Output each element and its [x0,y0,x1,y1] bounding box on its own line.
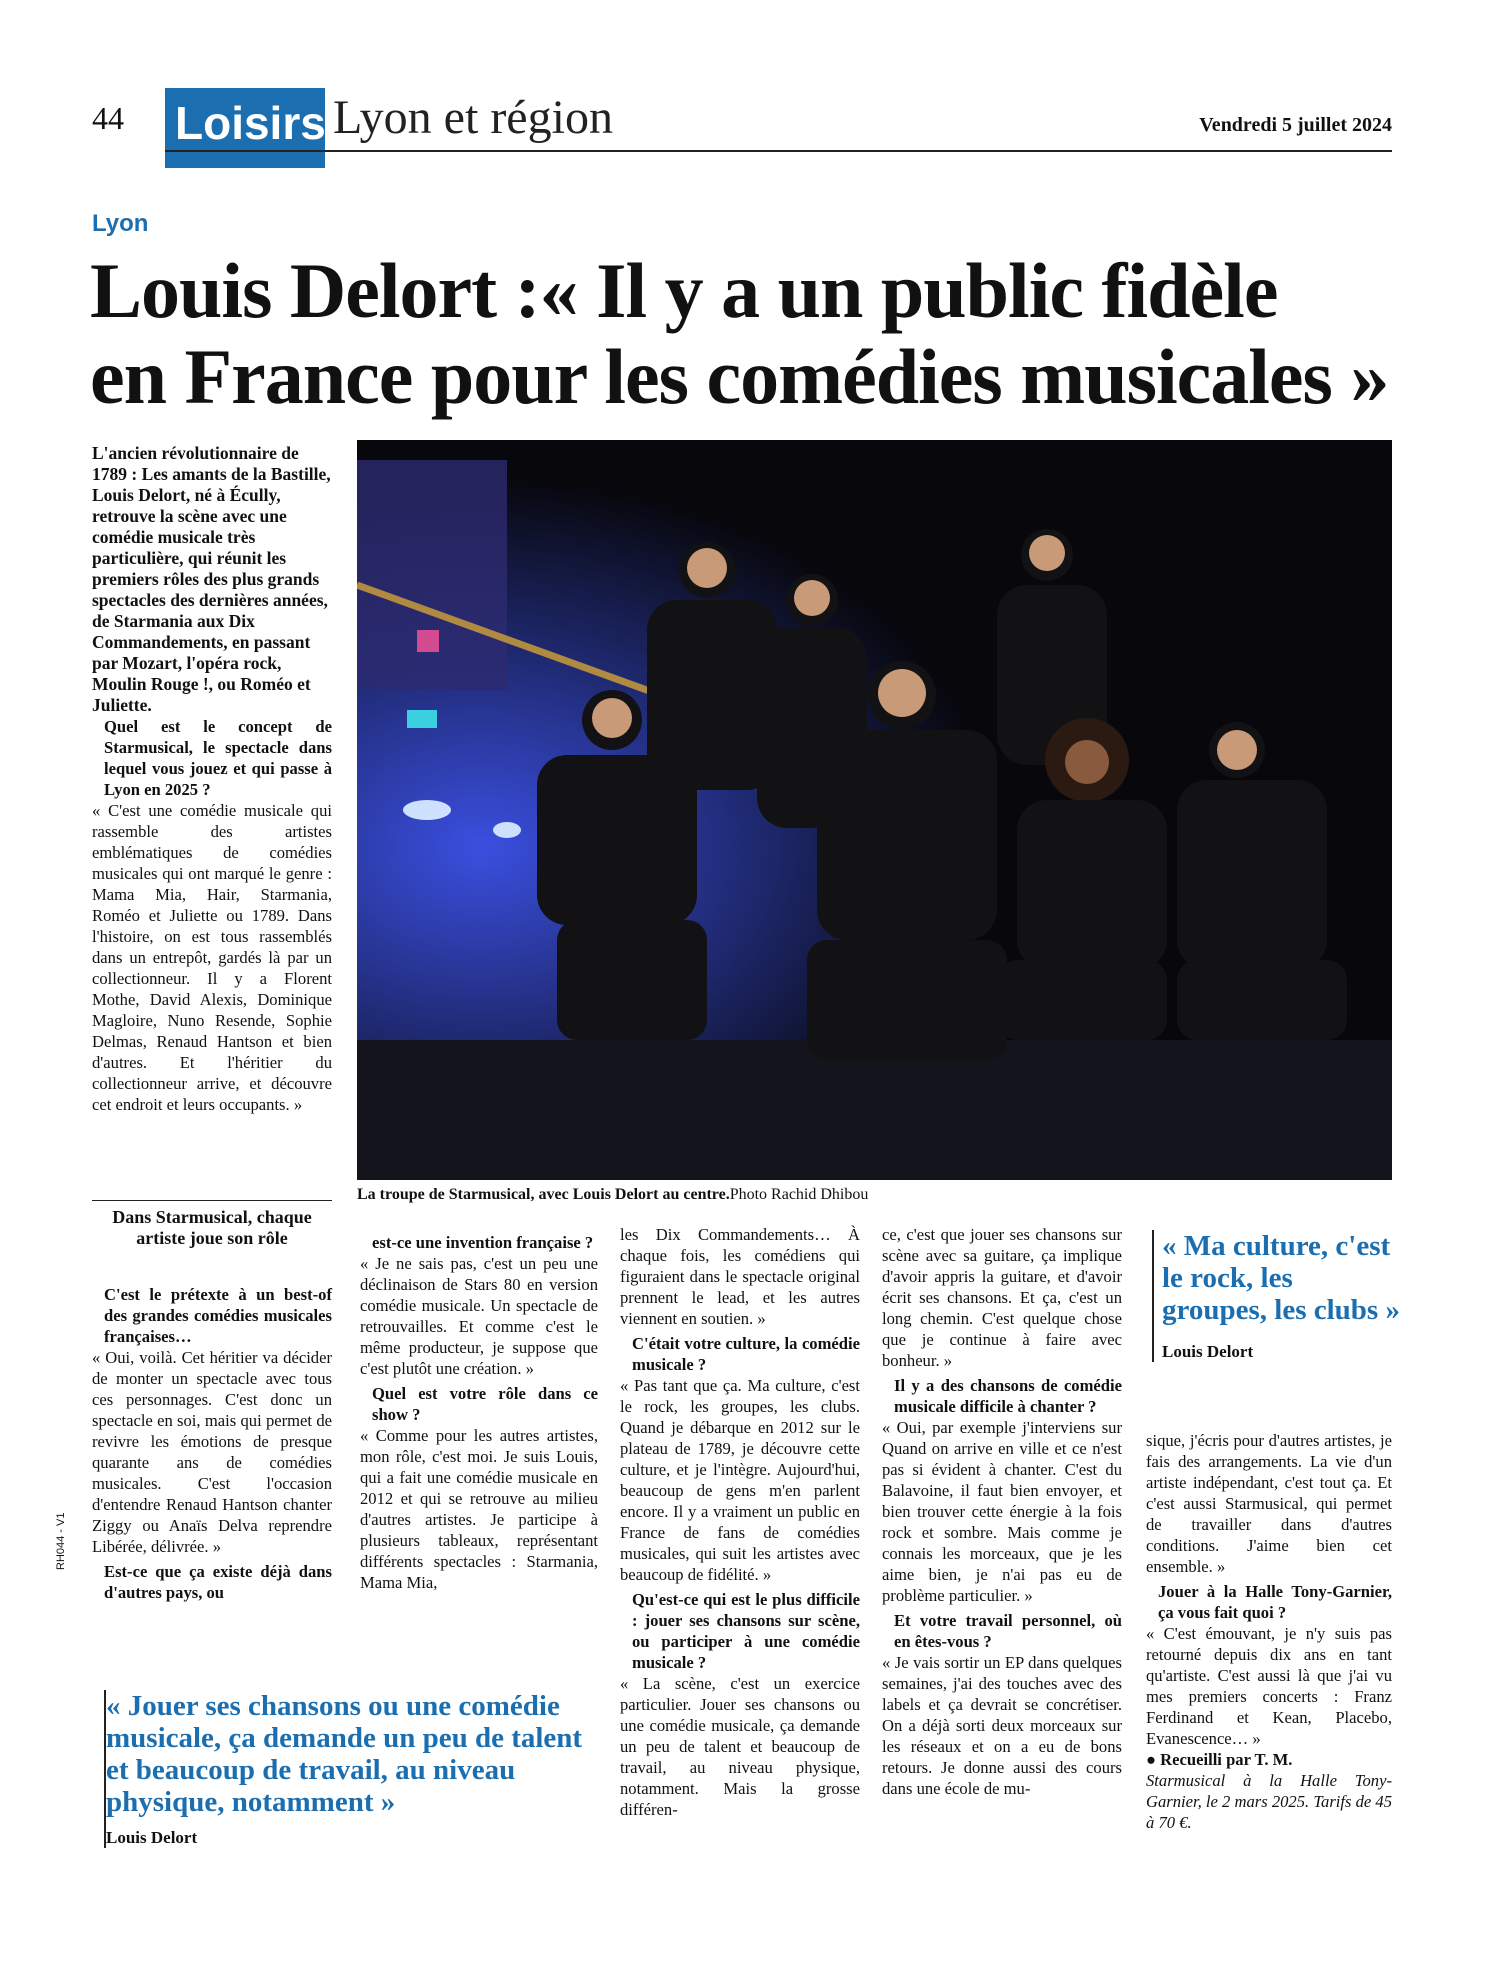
answer-8: « Je vais sortir un EP dans quelques semaines, j'ai des touches avec des labels et ça devrait se concrétiser. On a déjà sorti deux morceaux sur les réseaux et on a eu de bons retours. Je donne aussi des cours dans une école de mu- [882,1653,1122,1798]
column-2 [360,1228,598,1593]
question-3: Est-ce que ça existe déjà dans d'autres pays, ou [104,1562,332,1602]
column-1-top [92,712,332,1115]
section-label: Loisirs [175,97,326,149]
question-9: Jouer à la Halle Tony-Garnier, ça vous fait quoi ? [1158,1582,1392,1622]
question-1: Quel est le concept de Starmusical, le spectacle dans lequel vous jouez et qui passe à Lyon en 2025 ? [104,717,332,799]
question-3-end: est-ce une invention française ? [372,1233,594,1252]
pull-quote-right-author: Louis Delort [1162,1342,1254,1361]
answer-3: « Je ne sais pas, c'est un peu une déclinaison de Stars 80 en version comédie musicale. Un spectacle de retrouvailles. Et comme c'est le même producteur, je suppose que c'est plutôt une création. » [360,1254,598,1378]
caption-text: La troupe de Starmusical, avec Louis Delort au centre. [357,1186,730,1203]
stage-photo-illustration [357,440,1392,1180]
question-5: C'était votre culture, la comédie musicale ? [632,1334,860,1374]
column-4 [882,1224,1122,1799]
header-rule [165,150,1392,152]
article-headline [90,248,1410,420]
answer-6-end: ce, c'est que jouer ses chansons sur scène avec sa guitare, ça implique d'avoir appris la guitare, et d'avoir écrit ses chansons. Et ça, c'est un long chemin. C'est quelque chose que je continue à faire avec bonheur. » [882,1225,1122,1370]
question-7: Il y a des chansons de comédie musicale difficile à chanter ? [894,1376,1122,1416]
question-6: Qu'est-ce qui est le plus difficile : jouer ses chansons sur scène, ou participer à une comédie musicale ? [632,1590,860,1672]
photo-caption [357,1186,868,1204]
region-title: Lyon et région [333,91,613,144]
article-lead: L'ancien révolutionnaire de 1789 : Les amants de la Bastille, Louis Delort, né à Écully, retrouve la scène avec une comédie musicale très particulière, qui réunit les premiers rôles des plus grands spectacles des dernières années, de Starmania aux Dix Commandements, en passant par Mozart, l'opéra rock, Moulin Rouge !, ou Roméo et Juliette. [92,443,331,715]
column-3 [620,1224,860,1820]
practical-info: Starmusical à la Halle Tony-Garnier, le 2 mars 2025. Tarifs de 45 à 70 €. [1146,1771,1393,1832]
answer-9: « C'est émouvant, je n'y suis pas retourné depuis dix ans en tant qu'artiste. C'est aussi là que j'ai vu mes premiers concerts : Franz Ferdinand et Kean, Placebo, Evanescence… » [1146,1624,1392,1748]
article-kicker: Lyon [92,210,149,237]
question-8: Et votre travail personnel, où en êtes-vous ? [894,1611,1122,1651]
issue-date: Vendredi 5 juillet 2024 [1199,114,1392,136]
question-2: C'est le prétexte à un best-of des grandes comédies musicales françaises… [104,1285,332,1346]
caption-credit: Photo Rachid Dhibou [729,1186,869,1203]
answer-4: « Comme pour les autres artistes, mon rôle, c'est moi. Je suis Louis, qui a fait une comédie musicale en 2012 et qui se retrouve au milieu d'autres artistes. Je participe à plusieurs tableaux, représentant différents spectacles : Starmania, Mama Mia, [360,1426,598,1592]
section-badge [165,88,325,168]
page-number: 44 [92,100,124,136]
answer-6: « La scène, c'est un exercice particulier. Jouer ses chansons ou une comédie musicale, ça demande un peu de talent et beaucoup de travail, au niveau physique, notamment. Mais la grosse différen- [620,1674,860,1819]
pull-quote-right [1152,1230,1402,1362]
answer-7: « Oui, par exemple j'interviens sur Quand on arrive en ville et ce n'est pas si évident à chanter. C'est du Balavoine, il faut bien envoyer, et bien trouver cette énergie à la fois rock et sombre. Mais comme je connais les morceaux, que je les aime bien, je n'ai pas eu de problème particulier. » [882,1418,1122,1605]
answer-5: « Pas tant que ça. Ma culture, c'est le rock, les groupes, les clubs. Quand je débarque en 2012 sur le plateau de 1789, je découvre cette culture, et je l'intègre. Aujourd'hui, beaucoup de gens m'en parlent encore. Il y a vraiment un public en France de fans de comédies musicales, qui suit les artistes avec beaucoup de fidélité. » [620,1376,860,1584]
pull-quote-left [104,1690,606,1848]
signature: ● Recueilli par T. M. [1146,1750,1293,1769]
pull-quote-left-text: « Jouer ses chansons ou une comédie musicale, ça demande un peu de talent et beaucoup de travail, au niveau physique, notamment » [106,1690,583,1818]
column-1-bottom [92,1280,332,1603]
answer-4-end: les Dix Commandements… À chaque fois, les comédiens qui figuraient dans le spectacle original prennent le lead, et les autres viennent en soutien. » [620,1225,860,1328]
headline-line-1: Louis Delort :« Il y a un public fidèle [90,247,1278,334]
article-photo [357,440,1392,1180]
pull-quote-left-author: Louis Delort [106,1828,198,1847]
answer-8-end: sique, j'écris pour d'autres artistes, je fais des arrangements. La vie d'un artiste indépendant, c'est tout ça. Et c'est aussi Starmusical, qui permet de travailler dans d'autres conditions. J'aime bien cet ensemble. » [1146,1431,1392,1576]
side-code: RH044 - V1 [55,1512,67,1570]
answer-1: « C'est une comédie musicale qui rassemble des artistes emblématiques de comédies musicales qui ont marqué le genre : Mama Mia, Hair, Starmania, Roméo et Juliette ou 1789. Dans l'histoire, on est tous rassemblés dans un entrepôt, gardés là par un collectionneur. Il y a Florent Mothe, David Alexis, Dominique Magloire, Nuno Resende, Sophie Delmas, Renaud Hantson et bien d'autres. Et l'héritier du collectionneur arrive, et découvre cet endroit et leurs occupants. » [92,801,332,1114]
question-4: Quel est votre rôle dans ce show ? [372,1384,598,1424]
pull-quote-right-text: « Ma culture, c'est le rock, les groupes, les clubs » [1162,1230,1400,1326]
intertitle: Dans Starmusical, chaque artiste joue son rôle [92,1200,332,1249]
column-5 [1146,1430,1392,1833]
headline-line-2: en France pour les comédies musicales » [90,333,1389,420]
answer-2: « Oui, voilà. Cet héritier va décider de monter un spectacle avec tous ces personnages. C'est donc un spectacle en soi, mais qui permet de revivre les émotions de presque quarante ans de comédies musicales. C'est l'occasion d'entendre Renaud Hantson chanter Ziggy ou Anaïs Delva reprendre Libérée, délivrée. » [92,1348,332,1556]
